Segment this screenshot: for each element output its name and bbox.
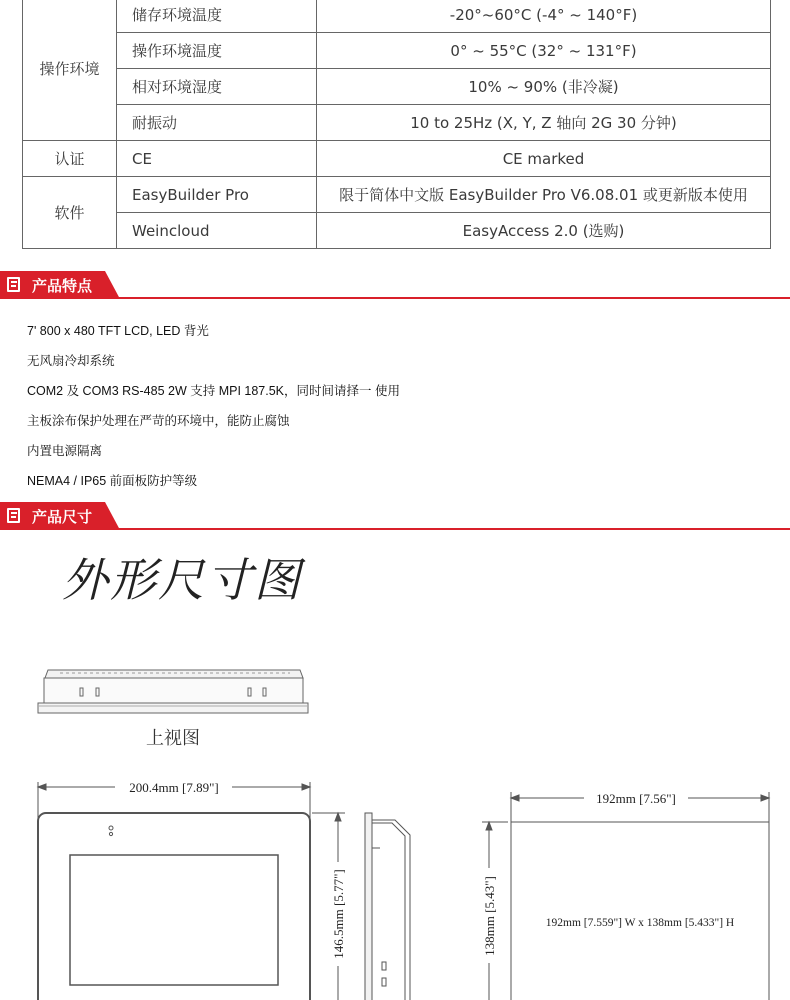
item-cell: 相对环境湿度 [117,69,317,105]
cutout-inner-label: 192mm [7.559"] W x 138mm [5.433"] H [545,917,735,929]
value-cell: 0° ~ 55°C (32° ~ 131°F) [317,33,771,69]
feature-item: 无风扇冷却系统 [27,354,115,368]
top-view-caption: 上视图 [146,728,200,749]
feature-item: COM2 及 COM3 RS-485 2W 支持 MPI 187.5K，同时间请择一 使用 [27,384,400,398]
feature-item: 内置电源隔离 [27,444,103,458]
item-cell: 操作环境温度 [117,33,317,69]
value-cell: 10% ~ 90% (非冷凝) [317,69,771,105]
front-height-label: 146.5mm [5.77"] [331,869,346,959]
front-view-drawing [38,782,345,1000]
cutout-width-label: 192mm [7.56"] [596,791,676,806]
side-view-drawing [365,813,410,1000]
value-cell: CE marked [317,141,771,177]
value-cell: 限于简体中文版 EasyBuilder Pro V6.08.01 或更新版本使用 [317,177,771,213]
value-cell: -20°~60°C (-4° ~ 140°F) [317,0,771,33]
item-cell: EasyBuilder Pro [117,177,317,213]
category-cell: 操作环境 [23,0,117,141]
value-cell: 10 to 25Hz (X, Y, Z 轴向 2G 30 分钟) [317,105,771,141]
cutout-drawing [482,792,769,1000]
front-width-label: 200.4mm [7.89"] [129,780,219,795]
cutout-height-label: 138mm [5.43"] [482,876,497,956]
category-cell: 认证 [23,141,117,177]
item-cell: Weincloud [117,213,317,249]
section-title: 产品尺寸 [32,508,93,526]
item-cell: CE [117,141,317,177]
drawing-title: 外形尺寸图 [62,553,302,607]
feature-item: NEMA4 / IP65 前面板防护等级 [27,474,198,488]
section-title: 产品特点 [32,277,93,295]
item-cell: 储存环境温度 [117,0,317,33]
item-cell: 耐振动 [117,105,317,141]
value-cell: EasyAccess 2.0 (选购) [317,213,771,249]
category-cell: 软件 [23,177,117,249]
feature-item: 主板涂布保护处理在严苛的环境中，能防止腐蚀 [27,414,290,428]
feature-item: 7' 800 x 480 TFT LCD, LED 背光 [27,324,209,338]
top-view-drawing [38,670,308,713]
